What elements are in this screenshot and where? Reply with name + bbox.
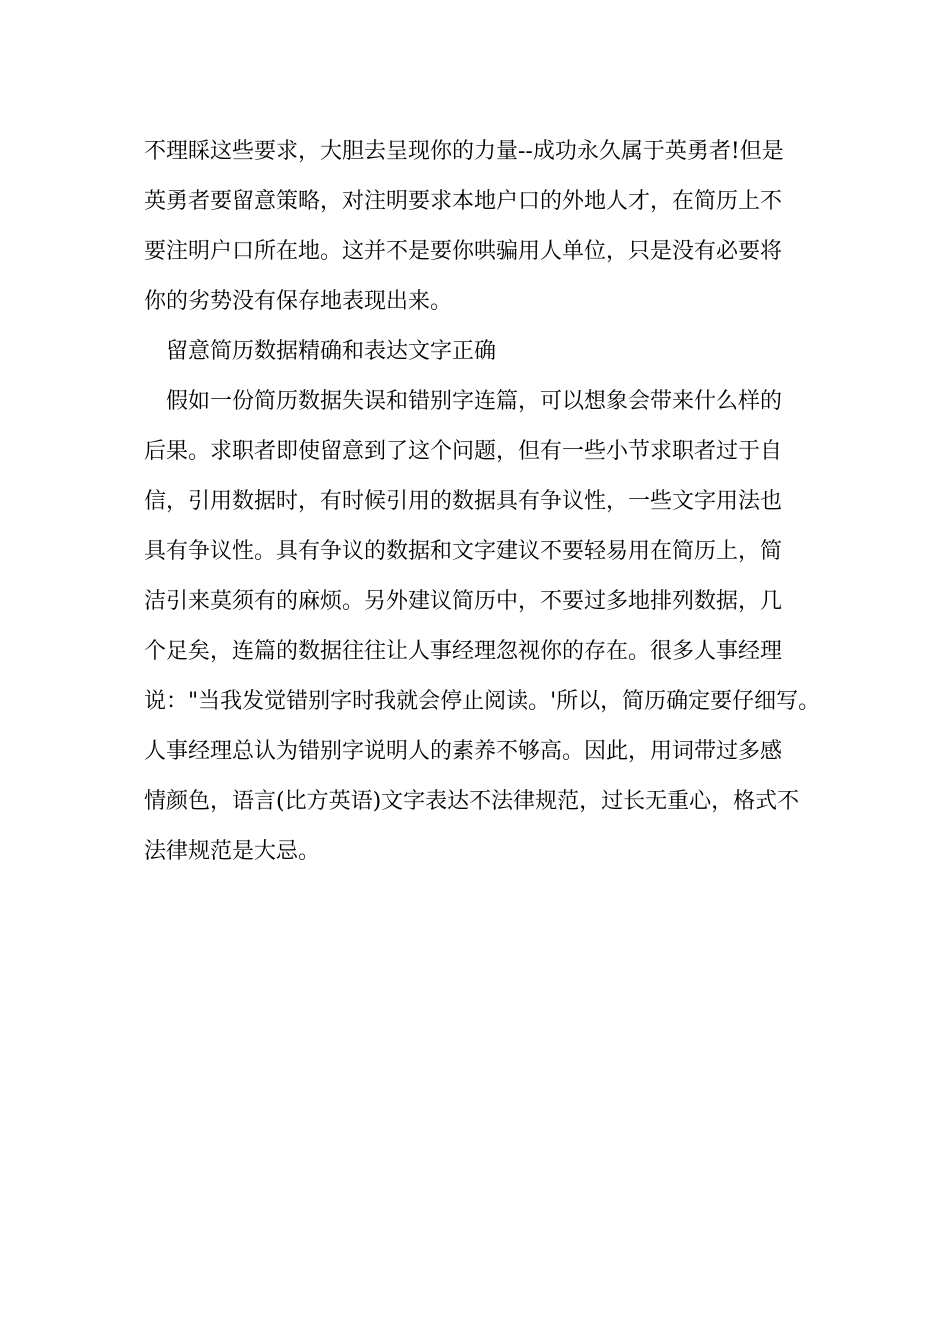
text-line: 假如一份简历数据失误和错别字连篇，可以想象会带来什么样的 <box>166 389 783 414</box>
text-line: 信，引用数据时，有时候引用的数据具有争议性，一些文字用法也 <box>144 489 783 514</box>
text-line: 情颜色，语言(比方英语)文字表达不法律规范，过长无重心，格式不 <box>144 789 800 814</box>
text-line: 法律规范是大忌。 <box>144 839 321 864</box>
section-heading: 留意简历数据精确和表达文字正确 <box>166 339 497 364</box>
text-line: 人事经理总认为错别字说明人的素养不够高。因此，用词带过多感 <box>144 739 783 764</box>
text-line: 要注明户口所在地。这并不是要你哄骗用人单位，只是没有必要将 <box>144 239 783 264</box>
text-line: 说："当我发觉错别字时我就会停止阅读。'所以，简历确定要仔细写。 <box>144 689 821 714</box>
text-line: 英勇者要留意策略，对注明要求本地户口的外地人才，在简历上不 <box>144 189 783 214</box>
text-line: 不理睬这些要求，大胆去呈现你的力量--成功永久属于英勇者!但是 <box>144 139 784 164</box>
text-line: 你的劣势没有保存地表现出来。 <box>144 289 453 314</box>
text-line: 洁引来莫须有的麻烦。另外建议简历中，不要过多地排列数据，几 <box>144 589 783 614</box>
text-line: 后果。求职者即使留意到了这个问题，但有一些小节求职者过于自 <box>144 439 783 464</box>
text-line: 个足矣，连篇的数据往往让人事经理忽视你的存在。很多人事经理 <box>144 639 783 664</box>
text-line: 具有争议性。具有争议的数据和文字建议不要轻易用在简历上，简 <box>144 539 783 564</box>
document-body <box>144 127 824 877</box>
